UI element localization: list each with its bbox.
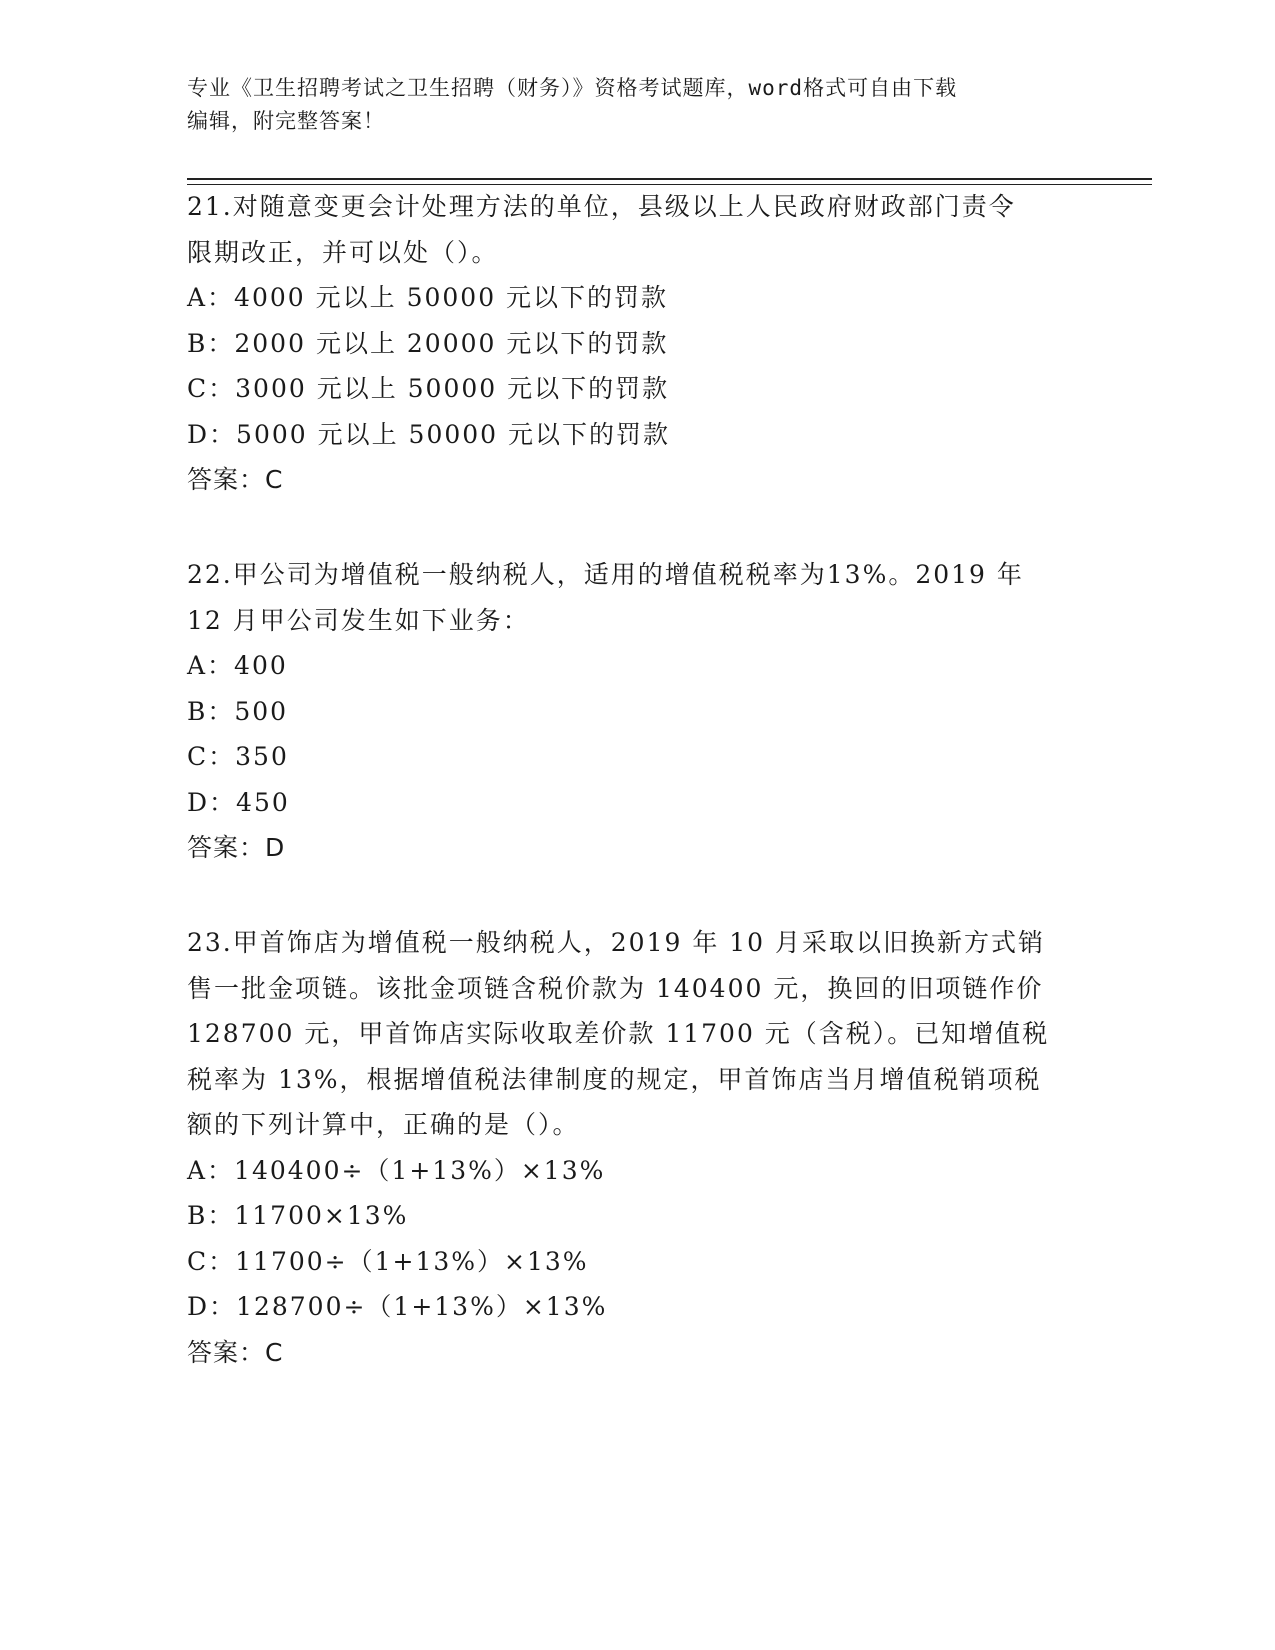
question-23 (187, 920, 1087, 1375)
option-d: D：450 (187, 787, 290, 817)
question-stem-line: 限期改正，并可以处（）。 (187, 237, 499, 267)
question-stem-line: 售一批金项链。该批金项链含税价款为 140400 元，换回的旧项链作价 (187, 973, 1044, 1003)
question-stem-line: 税率为 13%，根据增值税法律制度的规定，甲首饰店当月增值税销项税 (187, 1064, 1042, 1094)
question-stem-line: 23.甲首饰店为增值税一般纳税人，2019 年 10 月采取以旧换新方式销 (187, 928, 1046, 957)
document-header (187, 72, 1067, 138)
option-c: C：350 (187, 742, 289, 771)
answer: 答案：C (187, 465, 284, 494)
question-stem-line: 128700 元，甲首饰店实际收取差价款 11700 元（含税）。已知增值税 (187, 1019, 1050, 1048)
answer: 答案：D (187, 833, 286, 862)
question-stem-line: 21.对随意变更会计处理方法的单位，县级以上人民政府财政部门责令 (187, 192, 1016, 221)
option-b: B：11700×13% (187, 1201, 409, 1230)
option-c: C：3000 元以上 50000 元以下的罚款 (187, 374, 670, 403)
option-a: A：400 (187, 651, 288, 680)
option-b: B：500 (187, 696, 289, 726)
option-c: C：11700÷（1+13%）×13% (187, 1246, 589, 1276)
question-stem-line: 22.甲公司为增值税一般纳税人，适用的增值税税率为13%。2019 年 (187, 560, 1024, 589)
answer: 答案：C (187, 1337, 284, 1367)
header-line-1: 专业《卫生招聘考试之卫生招聘（财务）》资格考试题库，word格式可自由下载 (187, 76, 958, 100)
question-22 (187, 552, 1087, 871)
option-b: B：2000 元以上 20000 元以下的罚款 (187, 328, 669, 358)
question-stem-line: 额的下列计算中，正确的是（）。 (187, 1110, 580, 1139)
header-line-2: 编辑，附完整答案！ (187, 109, 385, 133)
option-a: A：140400÷（1+13%）×13% (187, 1155, 606, 1185)
option-a: A：4000 元以上 50000 元以下的罚款 (187, 283, 669, 312)
option-d: D：5000 元以上 50000 元以下的罚款 (187, 419, 671, 449)
question-21 (187, 184, 1087, 503)
option-d: D：128700÷（1+13%）×13% (187, 1292, 608, 1321)
header-divider-thick (187, 178, 1152, 180)
question-stem-line: 12 月甲公司发生如下业务： (187, 605, 530, 635)
